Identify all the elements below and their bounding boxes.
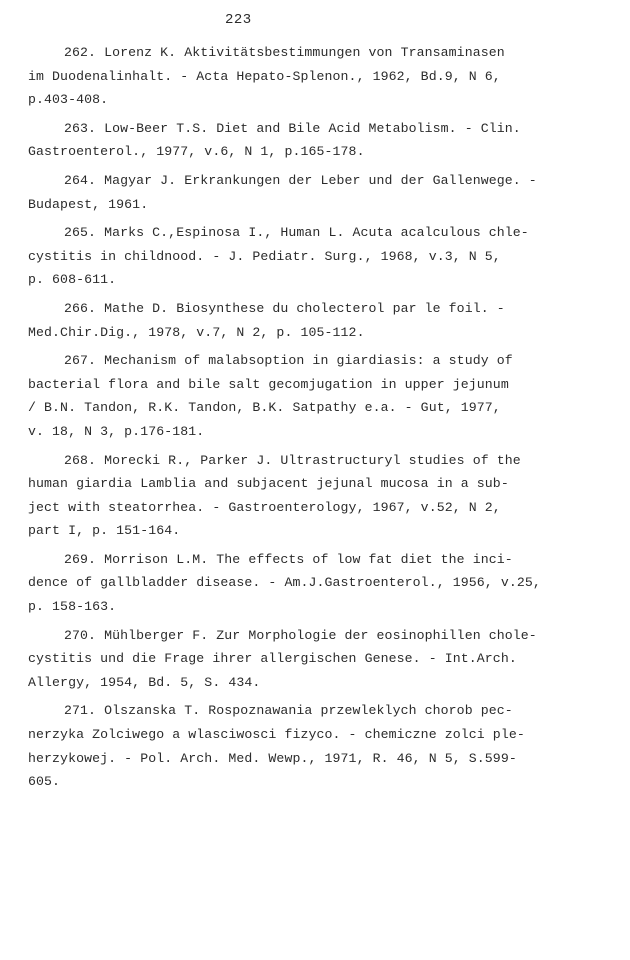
reference-line: cystitis und die Frage ihrer allergischen Genese. - Int.Arch. (28, 651, 517, 667)
reference-line: 262. Lorenz K. Aktivitätsbestimmungen von Transaminasen (64, 45, 505, 60)
reference-line: Allergy, 1954, Bd. 5, S. 434. (28, 674, 261, 690)
reference-line: p. 158-163. (28, 599, 117, 615)
reference-line: dence of gallbladder disease. - Am.J.Gastroenterol., 1956, v.25, (28, 575, 541, 591)
reference-line: 605. (28, 774, 61, 790)
reference-line: 269. Morrison L.M. The effects of low fat diet the inci- (64, 551, 513, 567)
reference-entry (28, 449, 618, 543)
reference-entry (28, 117, 618, 164)
reference-line: p.403-408. (28, 92, 109, 108)
reference-list (28, 41, 618, 799)
reference-line: 266. Mathe D. Biosynthese du cholecterol par le foil. - (64, 300, 505, 316)
reference-entry (28, 41, 618, 112)
reference-line: im Duodenalinhalt. - Acta Hepato-Splenon., 1962, Bd.9, N 6, (28, 68, 501, 84)
reference-line: p. 608-611. (28, 272, 117, 288)
page-number: 223 (225, 12, 252, 28)
reference-line: 270. Mühlberger F. Zur Morphologie der eosinophillen chole- (64, 627, 537, 643)
reference-line: 263. Low-Beer T.S. Diet and Bile Acid Metabolism. - Clin. (64, 120, 521, 136)
reference-line: 265. Marks C.,Espinosa I., Human L. Acuta acalculous chle- (64, 225, 529, 241)
reference-line: v. 18, N 3, p.176-181. (28, 423, 205, 439)
reference-line: human giardia Lamblia and subjacent jejunal mucosa in a sub- (28, 476, 509, 492)
reference-line: herzykowej. - Pol. Arch. Med. Wewp., 1971, R. 46, N 5, S.599- (28, 750, 517, 766)
reference-entry (28, 624, 618, 695)
reference-line: 271. Olszanska T. Rospoznawania przewleklych chorob pec- (64, 703, 513, 719)
reference-line: bacterial flora and bile salt gecomjugation in upper jejunum (28, 376, 509, 392)
reference-line: Budapest, 1961. (28, 196, 149, 212)
reference-line: nerzyka Zolciwego a wlasciwosci fizyco. - chemiczne zolci ple- (28, 727, 525, 743)
reference-line: part I, p. 151-164. (28, 523, 181, 539)
reference-entry (28, 349, 618, 443)
reference-entry (28, 699, 618, 793)
reference-line: cystitis in childnood. - J. Pediatr. Surg., 1968, v.3, N 5, (28, 248, 501, 264)
reference-line: 264. Magyar J. Erkrankungen der Leber und der Gallenwege. - (64, 172, 537, 188)
reference-entry (28, 548, 618, 619)
reference-line: 268. Morecki R., Parker J. Ultrastructuryl studies of the (64, 452, 521, 468)
reference-line: Med.Chir.Dig., 1978, v.7, N 2, p. 105-112. (28, 324, 365, 340)
reference-line: ject with steatorrhea. - Gastroenterology, 1967, v.52, N 2, (28, 499, 501, 515)
reference-entry (28, 297, 618, 344)
reference-line: / B.N. Tandon, R.K. Tandon, B.K. Satpathy e.a. - Gut, 1977, (28, 400, 501, 416)
reference-line: Gastroenterol., 1977, v.6, N 1, p.165-178. (28, 144, 365, 160)
reference-line: 267. Mechanism of malabsoption in giardiasis: a study of (64, 353, 513, 369)
reference-entry (28, 169, 618, 216)
reference-entry (28, 221, 618, 292)
